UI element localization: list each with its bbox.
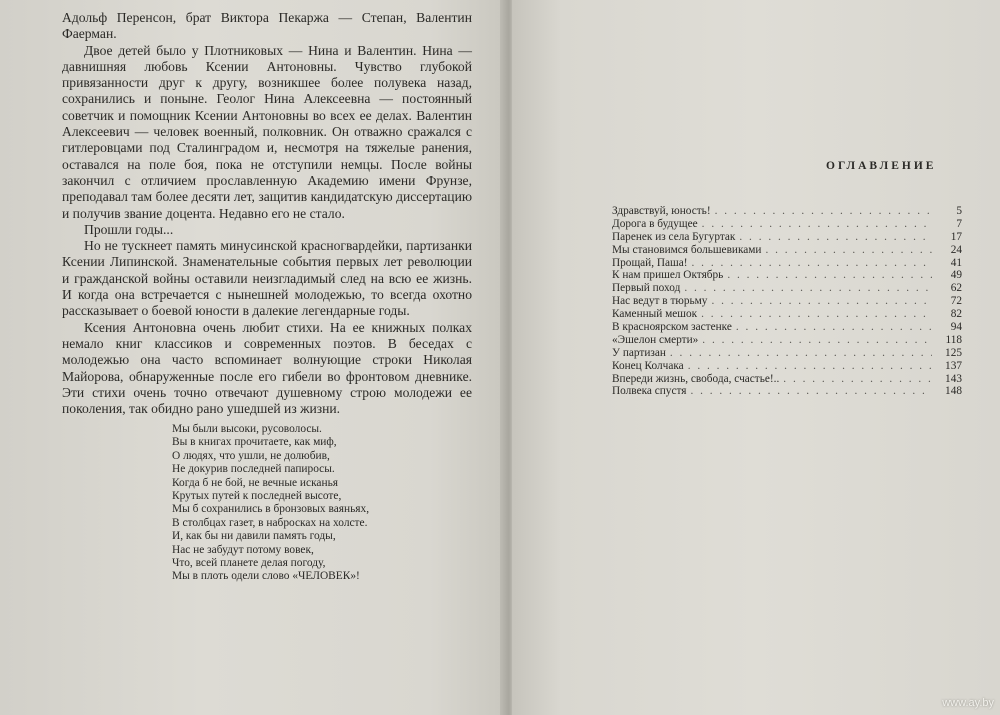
toc-entry-title: Впереди жизнь, свобода, счастье!.. [612,372,780,385]
toc-leader-dots [736,321,932,334]
toc-entry-title: У партизан [612,346,666,359]
toc-entry [612,321,962,334]
toc-entry-page: 41 [950,256,962,269]
table-of-contents [612,205,962,398]
toc-leader-dots [702,218,932,231]
poem-line: В столбцах газет, в набросках на холсте. [172,516,368,529]
poem-line: Мы были высоки, русоволосы. [172,423,322,435]
toc-leader-dots [711,295,932,308]
body-text [62,10,472,417]
toc-entry-title: Конец Колчака [612,359,684,372]
poem-line: Крутых путей к последней высоте, [172,490,342,503]
toc-entry-title: Дорога в будущее [612,217,698,230]
toc-entry-page: 17 [950,230,962,243]
toc-entry-title: Каменный мешок [612,308,698,321]
toc-leader-dots [702,334,932,347]
toc-entry-title: Полвека спустя [612,385,687,398]
poem-line: Когда б не бой, не вечные исканья [172,476,339,489]
toc-entry-title: К нам пришел Октябрь [612,269,724,282]
toc-entry [612,295,962,308]
toc-leader-dots [690,385,932,398]
poem [172,423,472,584]
toc-leader-dots [715,205,932,218]
toc-entry-title: Прощай, Паша! [612,256,688,269]
poem-line: Мы в плоть одели слово «ЧЕЛОВЕК»! [172,570,360,583]
toc-entry-page: 7 [956,217,962,230]
toc-entry-title: Мы становимся большевиками [612,243,762,256]
poem-line: Мы б сохранились в бронзовых ваяньях, [172,503,370,516]
toc-leader-dots [727,269,932,282]
toc-entry [612,360,962,373]
toc-entry [612,282,962,295]
poem-line: Нас не забудут потому вовек, [172,543,314,556]
toc-leader-dots [670,347,932,360]
toc-entry-title: Первый поход [612,282,681,295]
toc-entry-page: 148 [945,385,962,398]
toc-leader-dots [692,257,932,270]
toc-entry-title: «Эшелон смерти» [612,333,699,346]
toc-entry [612,269,962,282]
toc-entry [612,231,962,244]
toc-entry-page: 118 [945,333,962,346]
toc-entry-title: Паренек из села Бугуртак [612,230,736,243]
toc-entry-page: 143 [945,372,962,385]
toc-entry [612,385,962,398]
toc-entry [612,257,962,270]
toc-entry [612,218,962,231]
toc-entry-page: 94 [950,321,962,334]
toc-entry [612,334,962,347]
toc-entry-title: Здравствуй, юность! [612,205,711,217]
poem-line: Вы в книгах прочитаете, как миф, [172,436,337,449]
toc-entry-title: Нас ведут в тюрьму [612,295,708,308]
toc-entry [612,347,962,360]
toc-leader-dots [684,282,932,295]
paragraph: Адольф Перенсон, брат Виктора Пекаржа — Степан, Валентин Фаерман. [62,10,472,42]
poem-line: О людях, что ушли, не долюбив, [172,449,330,462]
watermark: www.ay.by [942,697,994,709]
toc-entry-page: 24 [950,243,962,256]
toc-leader-dots [701,308,932,321]
toc-entry-page: 49 [950,269,962,282]
poem-line: И, как бы ни давили память годы, [172,530,336,543]
toc-entry-title: В красноярском застенке [612,321,732,334]
toc-leader-dots [739,231,932,244]
paragraph: Двое детей было у Плотниковых — Нина и Валентин. Нина — давнишняя любовь Ксении Антоновны. Чувство глубокой привязанности друг к другу, возникшее более полувека назад, сохранились и поныне. Геолог Нина Алексеевна — постоянный советчик и помощник Ксении Антоновны во всех ее делах. Валентин Алексеевич — человек военный, полковник. Он отважно сражался с гитлеровцами под Сталинградом и, несмотря на тяжелые ранения, оставался на поле боя, пока не отступили немцы. После войны закончил с отличием прославленную Академию имени Фрунзе, преподавал там более десяти лет, защитив кандидатскую диссертацию и получив звание доцента. Недавно его не стало. [62,42,472,221]
toc-entry-page: 72 [950,295,962,308]
paragraph: Ксения Антоновна очень любит стихи. На ее книжных полках немало книг классиков и современных поэтов. В беседах с молодежью она часто вспоминает волнующие строки Николая Майорова, обнаруженные после его гибели во фронтовом дневнике. Эти стихи очень точно отвечают душевному строю молодежи ее поколения, так обидно рано ушедшей из жизни. [62,319,472,417]
toc-entry-page: 125 [945,346,962,359]
paragraph: Но не тускнеет память минусинской красногвардейки, партизанки Ксении Липинской. Знаменательные события первых лет революции и гражданской войны оставили неизгладимый след на всю ее жизнь. И когда она встречается с нынешней молодежью, то всегда охотно рассказывает о боевой юности в далекие легендарные годы. [62,238,472,319]
poem-line: Не докурив последней папиросы. [172,463,335,476]
toc-entry [612,205,962,218]
toc-entry [612,244,962,257]
toc-leader-dots [765,244,932,257]
toc-leader-dots [688,360,932,373]
toc-title: ОГЛАВЛЕНИЕ [826,160,937,172]
poem-line: Что, всей планете делая погоду, [172,557,326,570]
toc-entry-page: 137 [945,359,962,372]
toc-entry-page: 5 [956,205,962,217]
toc-entry [612,373,962,386]
paragraph: Прошли годы... [84,221,174,237]
toc-entry-page: 82 [950,308,962,321]
toc-entry-page: 62 [950,282,962,295]
toc-entry [612,308,962,321]
toc-leader-dots [783,373,932,386]
